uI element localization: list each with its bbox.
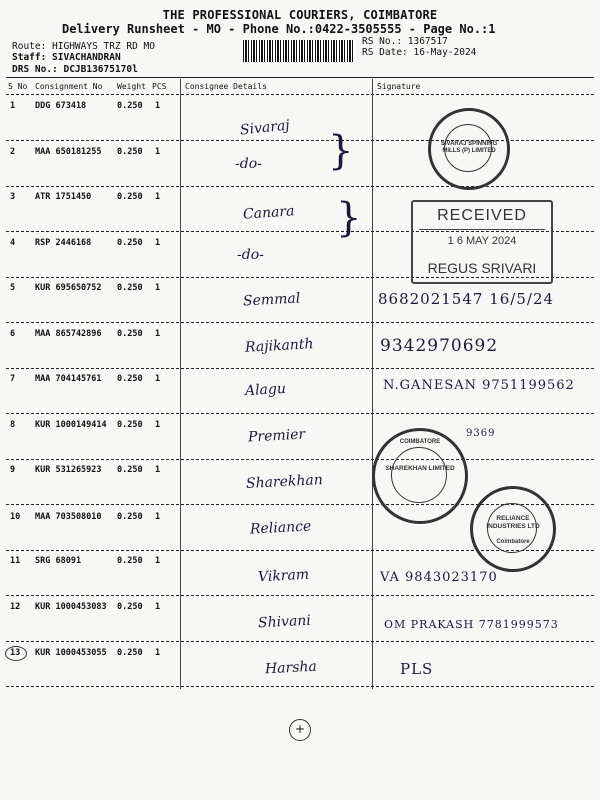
row-consignment: MAA 865742896 bbox=[35, 329, 102, 339]
row-consignee: Sivaraj bbox=[239, 117, 291, 139]
row-weight: 0.250 bbox=[117, 101, 143, 111]
row-sno: 3 bbox=[10, 192, 16, 202]
sivaraj-stamp-text: SIVARAJ SPINNING MILLS (P) LIMITED bbox=[440, 141, 498, 154]
reliance-city: Coimbatore bbox=[496, 539, 530, 545]
row-consignee: Reliance bbox=[249, 518, 312, 538]
row-pcs: 1 bbox=[155, 192, 161, 202]
row-weight: 0.250 bbox=[117, 238, 143, 248]
col-pcs: PCS bbox=[152, 82, 167, 91]
row-consignment: MAA 703508010 bbox=[35, 512, 102, 522]
row-sno: 6 bbox=[10, 329, 16, 339]
row-weight: 0.250 bbox=[117, 465, 143, 475]
signature-column-divider bbox=[372, 79, 373, 689]
row-weight: 0.250 bbox=[117, 512, 143, 522]
barcode bbox=[243, 40, 355, 62]
row-pcs: 1 bbox=[155, 147, 161, 157]
row-signature: N.GANESAN 9751199562 bbox=[383, 378, 575, 393]
col-weight: Weight bbox=[117, 82, 146, 91]
consignee-column-divider bbox=[180, 79, 181, 689]
row-signature: 9369 bbox=[466, 428, 496, 439]
row-sno: 5 bbox=[10, 283, 16, 293]
row-separator bbox=[6, 186, 594, 187]
row-separator bbox=[6, 641, 594, 642]
row-consignee: Sharekhan bbox=[245, 472, 324, 492]
rs-number: RS No.: 1367517 bbox=[362, 36, 448, 47]
row-signature: PLS bbox=[400, 660, 434, 678]
row-sno: 11 bbox=[10, 556, 21, 566]
row-consignee: -do- bbox=[237, 247, 264, 263]
sharekhan-stamp bbox=[372, 428, 468, 524]
row-pcs: 1 bbox=[155, 283, 161, 293]
row-consignee: Canara bbox=[242, 203, 295, 223]
row-separator bbox=[6, 322, 594, 323]
received-date: 1 6 MAY 2024 bbox=[447, 235, 517, 247]
row-signature: 8682021547 16/5/24 bbox=[378, 290, 555, 308]
row-consignment: RSP 2446168 bbox=[35, 238, 92, 248]
route-label: Route: HIGHWAYS TRZ RD MO bbox=[12, 41, 155, 52]
row-pcs: 1 bbox=[155, 648, 161, 658]
row-pcs: 1 bbox=[155, 374, 161, 384]
row-separator bbox=[6, 368, 594, 369]
row-pcs: 1 bbox=[155, 556, 161, 566]
sharekhan-city: COIMBATORE bbox=[399, 439, 441, 445]
staff-label: Staff: SIVACHANDRAN bbox=[12, 52, 121, 63]
row-separator bbox=[6, 459, 594, 460]
row-consignment: DDG 673418 bbox=[35, 101, 87, 111]
row-signature: 9342970692 bbox=[380, 336, 499, 356]
row-separator bbox=[6, 686, 594, 687]
row-sno: 10 bbox=[10, 512, 21, 522]
row-pcs: 1 bbox=[155, 238, 161, 248]
sivaraj-stamp bbox=[428, 108, 510, 190]
row-sno: 2 bbox=[10, 147, 16, 157]
row-consignment: KUR 695650752 bbox=[35, 283, 102, 293]
row-sno: 4 bbox=[10, 238, 16, 248]
sharekhan-stamp-text: SHAREKHAN LIMITED bbox=[385, 465, 455, 472]
rs-date: RS Date: 16-May-2024 bbox=[362, 47, 477, 58]
reliance-stamp-text: RELIANCE INDUSTRIES LTD bbox=[486, 515, 540, 530]
reliance-stamp bbox=[470, 486, 556, 572]
row-pcs: 1 bbox=[155, 465, 161, 475]
row-sno: 8 bbox=[10, 420, 16, 430]
row-consignment: MAA 704145761 bbox=[35, 374, 102, 384]
row-consignee: Alagu bbox=[244, 380, 287, 400]
row-consignment: ATR 1751450 bbox=[35, 192, 92, 202]
col-consignee: Consignee Details bbox=[185, 82, 267, 91]
row-consignment: KUR 531265923 bbox=[35, 465, 102, 475]
row-pcs: 1 bbox=[155, 512, 161, 522]
row-pcs: 1 bbox=[155, 420, 161, 430]
row-consignee: Rajikanth bbox=[244, 336, 314, 356]
row-consignment: SRG 68091 bbox=[35, 556, 82, 566]
drs-label: DRS No.: DCJB13675170l bbox=[12, 64, 138, 75]
row-pcs: 1 bbox=[155, 101, 161, 111]
row-sno: 12 bbox=[10, 602, 21, 612]
circle-mark bbox=[5, 646, 27, 661]
row-signature: VA 9843023170 bbox=[380, 570, 498, 585]
row-weight: 0.250 bbox=[117, 420, 143, 430]
row-consignment: KUR 1000149414 bbox=[35, 420, 107, 430]
received-stamp bbox=[411, 200, 553, 284]
row-consignee: Vikram bbox=[257, 566, 310, 586]
row-weight: 0.250 bbox=[117, 147, 143, 157]
row-separator bbox=[6, 595, 594, 596]
row-consignee: Semmal bbox=[242, 290, 301, 310]
row-consignee: Harsha bbox=[264, 658, 318, 678]
row-weight: 0.250 bbox=[117, 283, 143, 293]
runsheet-subtitle: Delivery Runsheet - MO - Phone No.:0422-3505555 - Page No.:1 bbox=[62, 22, 496, 36]
row-consignment: KUR 1000453055 bbox=[35, 648, 107, 658]
brace-mark: } bbox=[336, 195, 362, 241]
row-weight: 0.250 bbox=[117, 556, 143, 566]
col-signature: Signature bbox=[377, 82, 421, 91]
row-sno: 1 bbox=[10, 101, 16, 111]
row-signature: OM PRAKASH 7781999573 bbox=[384, 618, 559, 631]
received-title: RECEIVED bbox=[437, 207, 527, 224]
col-sno: S No bbox=[8, 82, 28, 91]
row-weight: 0.250 bbox=[117, 648, 143, 658]
row-weight: 0.250 bbox=[117, 329, 143, 339]
row-consignment: KUR 1000453083 bbox=[35, 602, 107, 612]
col-consignment: Consignment No bbox=[35, 82, 103, 91]
row-consignment: MAA 650181255 bbox=[35, 147, 102, 157]
row-consignee: -do- bbox=[235, 156, 262, 172]
row-pcs: 1 bbox=[155, 602, 161, 612]
row-sno: 7 bbox=[10, 374, 16, 384]
received-by: REGUS SRIVARI bbox=[427, 260, 537, 276]
row-separator bbox=[6, 413, 594, 414]
circled-plus-mark: + bbox=[289, 719, 311, 741]
row-weight: 0.250 bbox=[117, 374, 143, 384]
company-title: THE PROFESSIONAL COURIERS, COIMBATORE bbox=[162, 8, 438, 22]
row-pcs: 1 bbox=[155, 329, 161, 339]
row-consignee: Shivani bbox=[257, 612, 312, 632]
brace-mark: } bbox=[328, 128, 354, 174]
row-weight: 0.250 bbox=[117, 192, 143, 202]
row-sno: 13 bbox=[10, 648, 21, 658]
row-consignee: Premier bbox=[247, 426, 306, 446]
row-sno: 9 bbox=[10, 465, 16, 475]
row-weight: 0.250 bbox=[117, 602, 143, 612]
